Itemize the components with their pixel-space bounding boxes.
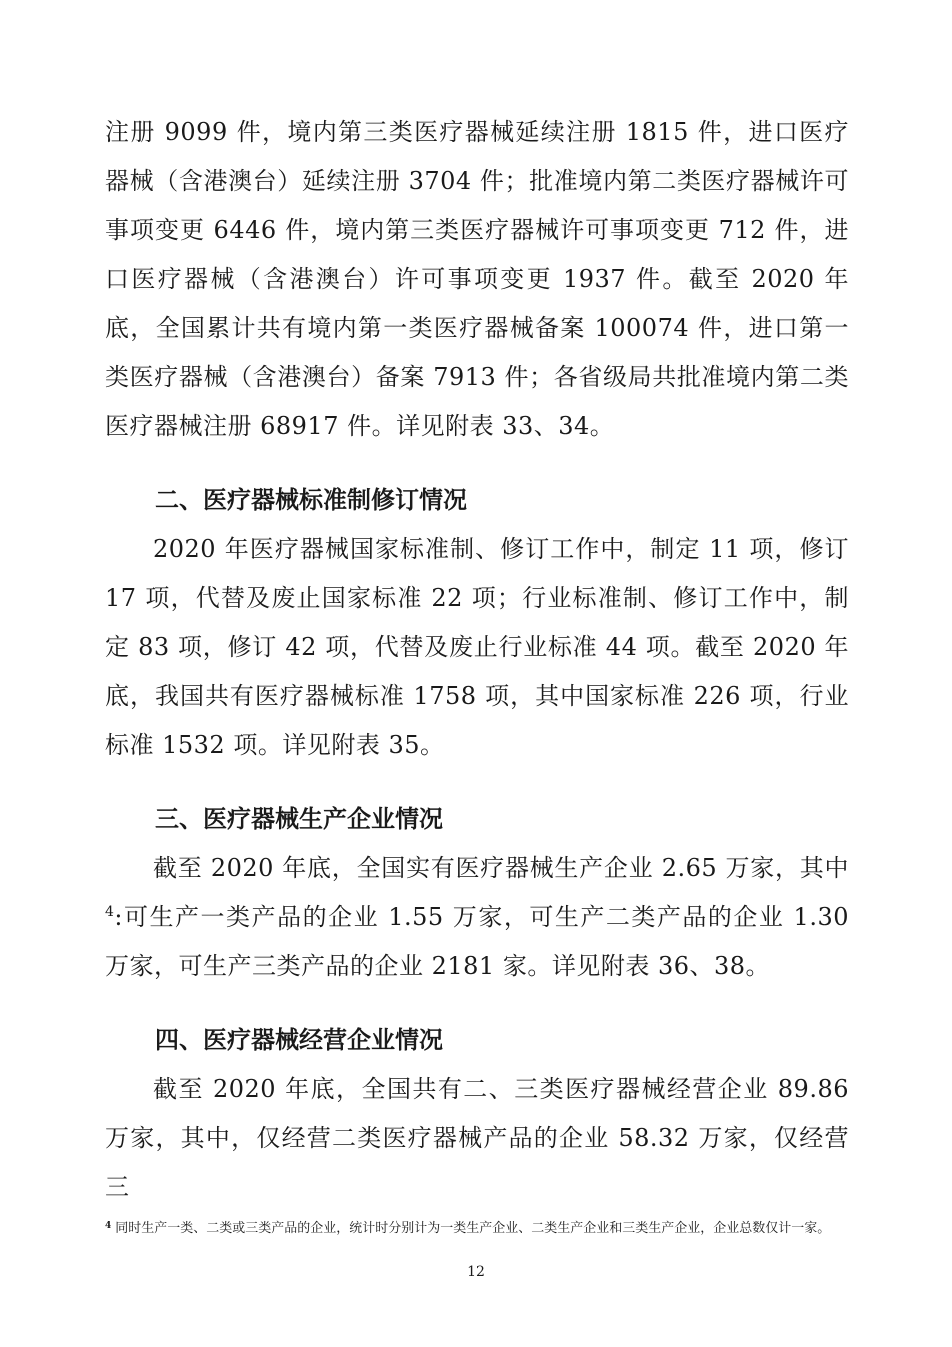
paragraph-manufacturers-part2: :可生产一类产品的企业 1.55 万家，可生产二类产品的企业 1.30 万家，可生产三类产品的企业 2181 家。详见附表 36、38。	[105, 903, 849, 980]
page-number: 12	[467, 1264, 485, 1280]
footnote-reference[interactable]: 4	[105, 904, 115, 920]
footnote	[105, 1216, 849, 1239]
paragraph-manufacturers	[105, 844, 849, 991]
body-text	[105, 108, 849, 1212]
paragraph-registration: 注册 9099 件，境内第三类医疗器械延续注册 1815 件，进口医疗器械（含港澳台）延续注册 3704 件；批准境内第二类医疗器械许可事项变更 6446 件，境内第三类医疗器械许可事项变更 712 件，进口医疗器械（含港澳台）许可事项变更 1937 件。截至 2020 年底，全国累计共有境内第一类医疗器械备案 100074 件，进口第一类医疗器械（含港澳台）备案 7913 件；各省级局共批准境内第二类医疗器械注册 68917 件。详见附表 33、34。	[105, 118, 849, 440]
footnote-divider	[105, 1205, 305, 1206]
footnote-mark: 4	[105, 1221, 112, 1231]
footnote-text: 同时生产一类、二类或三类产品的企业，统计时分别计为一类生产企业、二类生产企业和三类生产企业，企业总数仅计一家。	[115, 1221, 831, 1236]
paragraph-manufacturers-part1: 截至 2020 年底，全国实有医疗器械生产企业 2.65 万家，其中	[153, 854, 849, 882]
paragraph-distributors: 截至 2020 年底，全国共有二、三类医疗器械经营企业 89.86 万家，其中，仅经营二类医疗器械产品的企业 58.32 万家，仅经营三	[105, 1075, 849, 1201]
paragraph-standards: 2020 年医疗器械国家标准制、修订工作中，制定 11 项，修订 17 项，代替及废止国家标准 22 项；行业标准制、修订工作中，制定 83 项，修订 42 项，代替及废止行业标准 44 项。截至 2020 年底，我国共有医疗器械标准 1758 项，其中国家标准 226 项，行业标准 1532 项。详见附表 35。	[105, 535, 849, 759]
section-heading-distributors: 四、医疗器械经营企业情况	[155, 1026, 443, 1054]
section-heading-manufacturers: 三、医疗器械生产企业情况	[155, 805, 443, 833]
section-heading-standards: 二、医疗器械标准制修订情况	[155, 486, 467, 514]
